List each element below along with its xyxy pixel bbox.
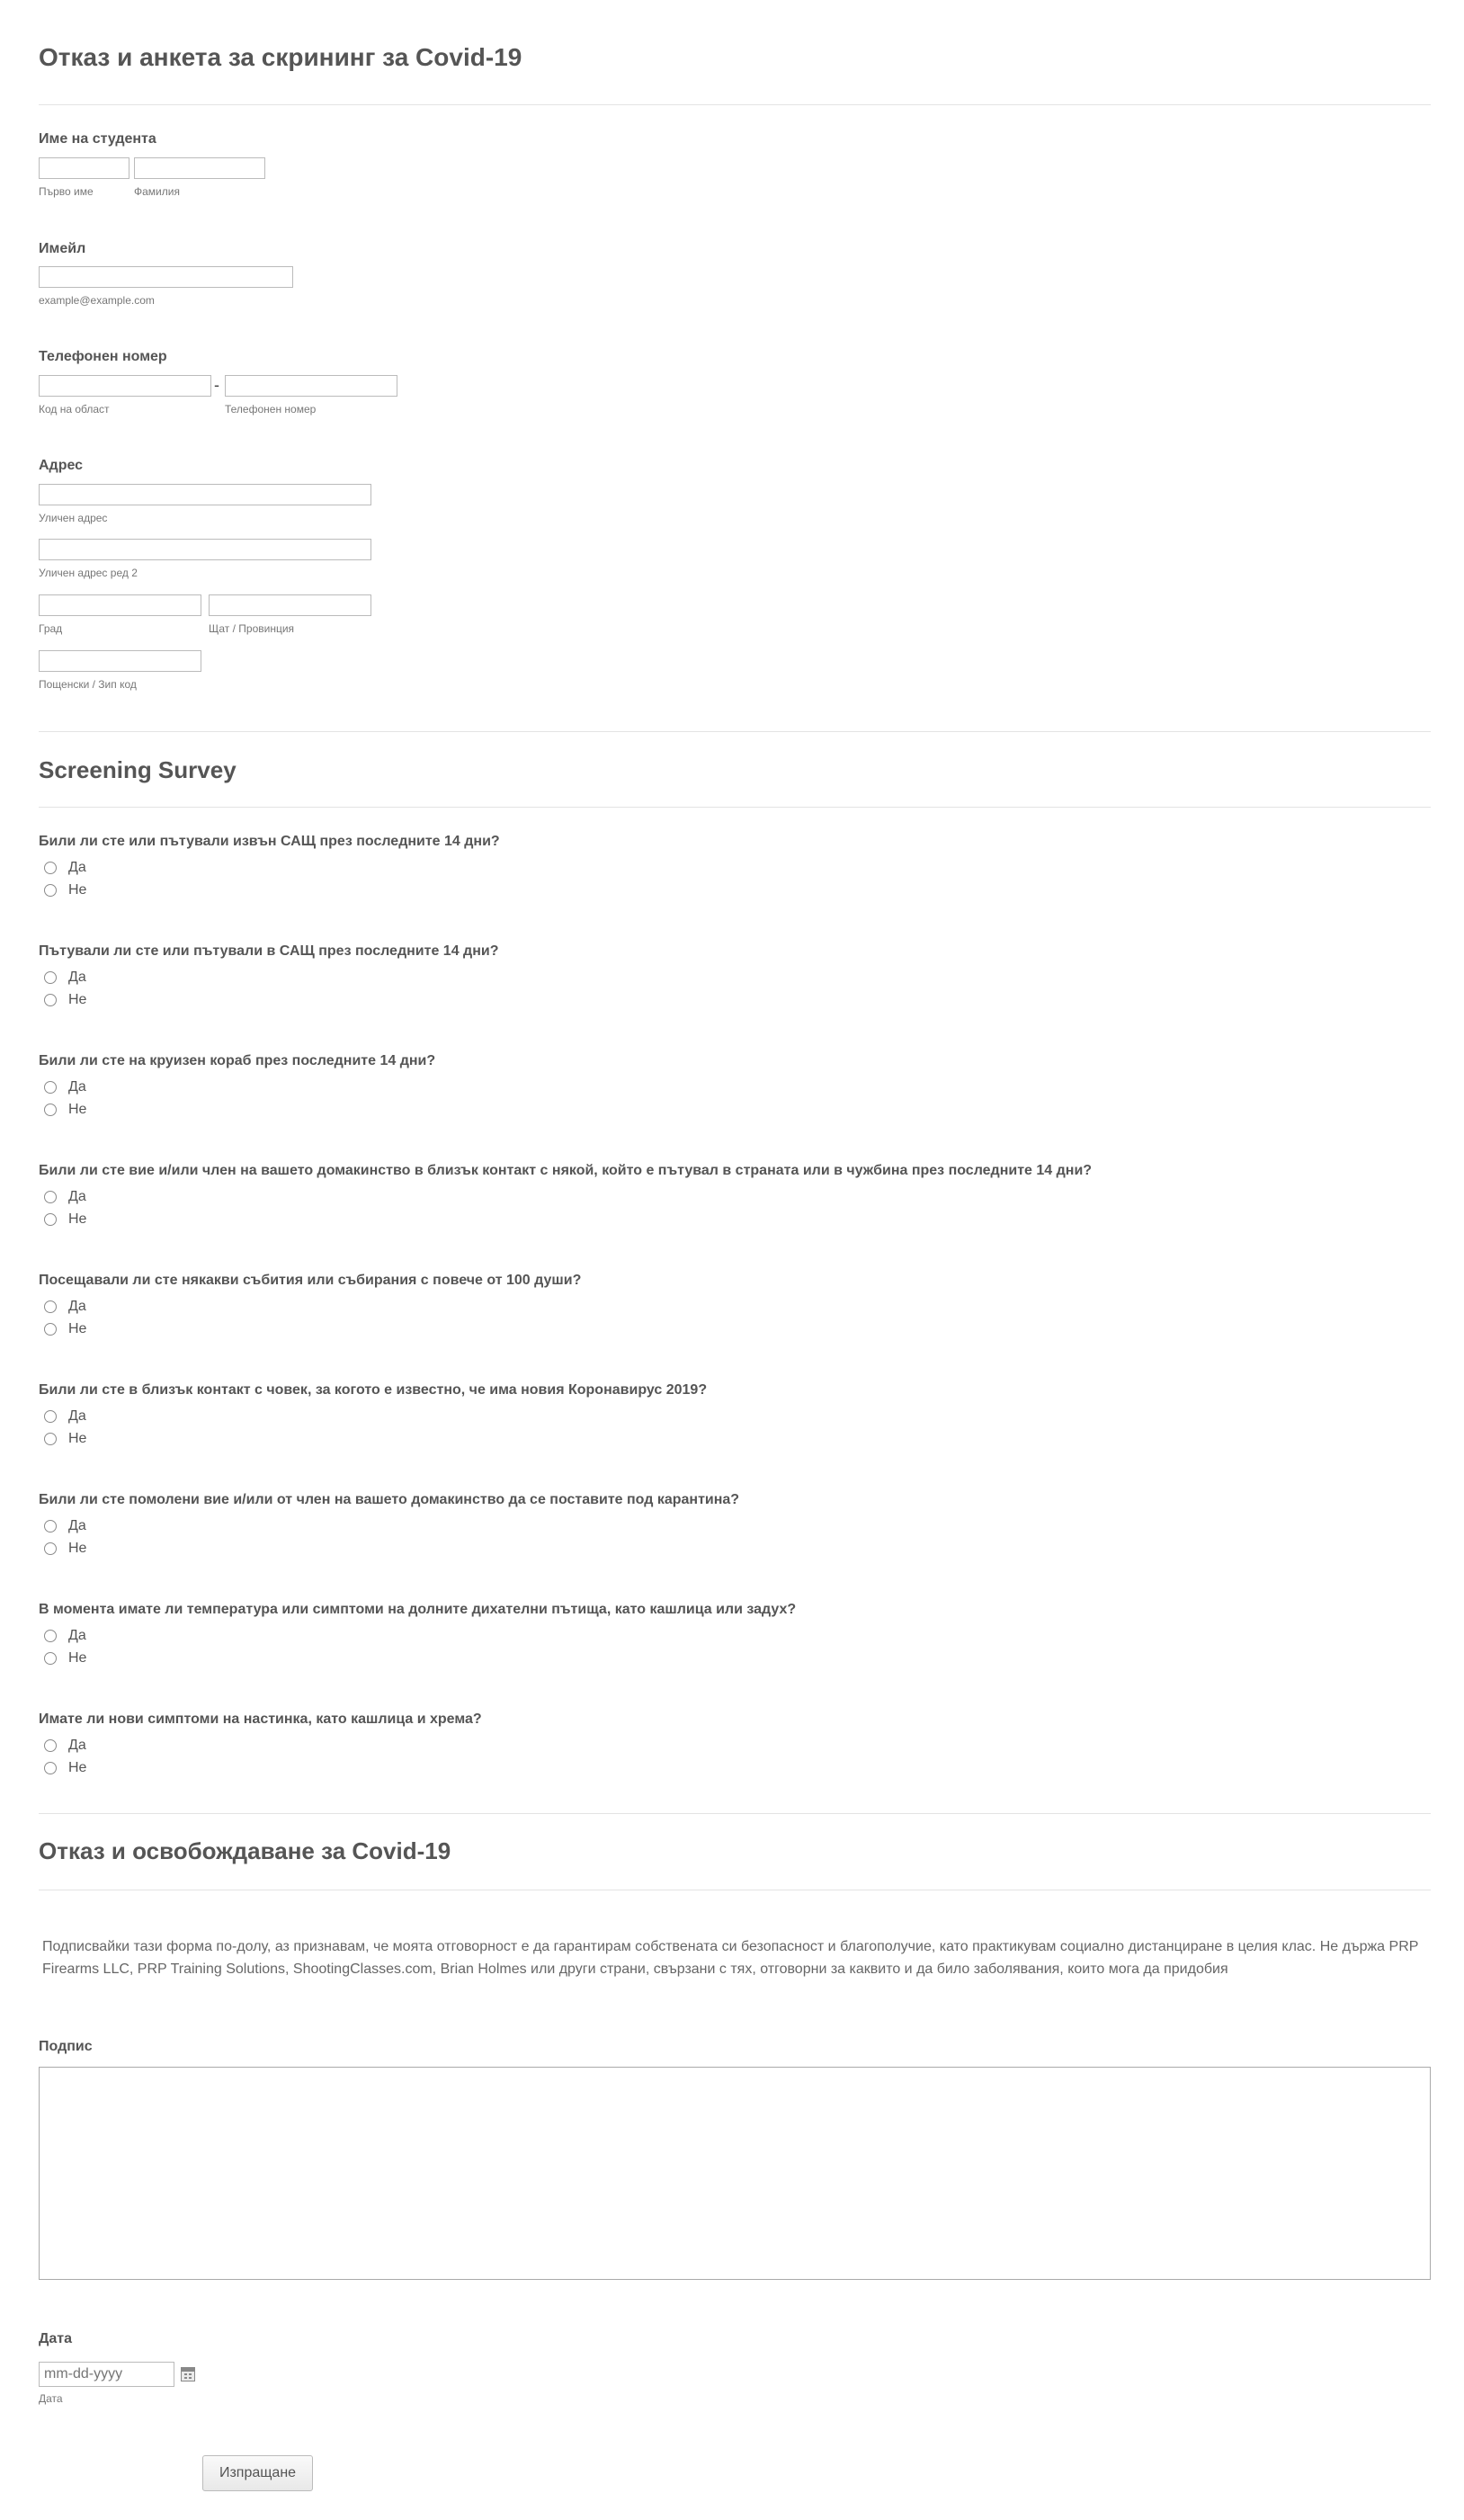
q-6-yes-option[interactable] (44, 1407, 86, 1425)
q-9-yes-option[interactable] (44, 1737, 86, 1755)
waiver-text: Подписвайки тази форма по-долу, аз признавам, че моята отговорност е да гарантирам собствената си безопасност и благополучие, като практикувам социално дистанциране в целия клас. Не държа PRP Firearms LLC, PRP Training Solutions, ShootingClasses.com, Brian Holmes или други страни, свързани с тях, отговорни за каквито и да било заболявания, които мога да придобия (42, 1939, 1419, 1977)
first-name-input[interactable] (39, 157, 129, 179)
option-label: Да (68, 970, 86, 985)
q-2-yes-option[interactable] (44, 969, 86, 987)
signature-pad[interactable] (39, 2067, 1431, 2280)
divider (39, 731, 1431, 732)
option-label: Да (68, 1628, 86, 1643)
radio-icon[interactable] (44, 884, 57, 897)
question-label: Били ли сте в близък контакт с човек, за когото е известно, че има новия Коронавирус 2019? (39, 1382, 708, 1398)
radio-icon[interactable] (44, 1542, 57, 1555)
state-sublabel: Щат / Провинция (209, 622, 295, 635)
radio-icon[interactable] (44, 1652, 57, 1665)
question-label: Били ли сте вие и/или член на вашето домакинство в близък контакт с някой, който е пътувал в страната или в чужбина през последните 14 дни? (39, 1163, 1093, 1178)
phone-number-sublabel: Телефонен номер (225, 403, 317, 416)
email-input[interactable] (39, 266, 293, 288)
q-3-yes-option[interactable] (44, 1078, 86, 1096)
calendar-icon[interactable] (181, 2367, 195, 2381)
option-label: Да (68, 1189, 86, 1204)
q-7-no-option[interactable] (44, 1540, 86, 1558)
option-label: Да (68, 1079, 86, 1095)
question-label: Имате ли нови симптоми на настинка, като кашлица и хрема? (39, 1711, 482, 1727)
waiver-title: Отказ и освобождаване за Covid-19 (39, 1837, 451, 1864)
q-2-no-option[interactable] (44, 991, 86, 1009)
phone-label: Телефонен номер (39, 349, 167, 364)
area-code-sublabel: Код на област (39, 403, 110, 416)
state-input[interactable] (209, 594, 371, 616)
q-1-yes-option[interactable] (44, 859, 86, 877)
option-label: Не (68, 882, 87, 898)
question-label: Посещавали ли сте някакви събития или събирания с повече от 100 души? (39, 1273, 582, 1288)
option-label: Не (68, 1760, 87, 1775)
radio-icon[interactable] (44, 1081, 57, 1094)
submit-button[interactable]: Изпращане (202, 2455, 313, 2491)
form-title: Отказ и анкета за скрининг за Covid-19 (39, 43, 522, 71)
option-label: Не (68, 992, 87, 1007)
divider (39, 807, 1431, 808)
radio-icon[interactable] (44, 1104, 57, 1116)
q-6-no-option[interactable] (44, 1430, 86, 1448)
option-label: Да (68, 860, 86, 875)
radio-icon[interactable] (44, 994, 57, 1006)
date-sublabel: Дата (39, 2392, 63, 2405)
zip-sublabel: Пощенски / Зип код (39, 678, 137, 691)
last-name-sublabel: Фамилия (134, 185, 180, 198)
date-input[interactable] (39, 2362, 174, 2387)
q-3-no-option[interactable] (44, 1101, 86, 1119)
q-1-no-option[interactable] (44, 881, 86, 899)
date-label: Дата (39, 2331, 73, 2346)
option-label: Не (68, 1541, 87, 1556)
radio-icon[interactable] (44, 1191, 57, 1203)
question-label: Били ли сте или пътували извън САЩ през последните 14 дни? (39, 834, 500, 849)
q-4-yes-option[interactable] (44, 1188, 86, 1206)
phone-separator: - (214, 376, 219, 394)
street-address-input[interactable] (39, 484, 371, 505)
q-4-no-option[interactable] (44, 1211, 86, 1229)
radio-icon[interactable] (44, 1300, 57, 1313)
radio-icon[interactable] (44, 1630, 57, 1642)
radio-icon[interactable] (44, 1739, 57, 1752)
email-label: Имейл (39, 241, 86, 256)
email-sublabel: example@example.com (39, 294, 155, 307)
q-8-yes-option[interactable] (44, 1627, 86, 1645)
option-label: Да (68, 1408, 86, 1424)
q-5-no-option[interactable] (44, 1320, 86, 1338)
option-label: Не (68, 1102, 87, 1117)
option-label: Не (68, 1650, 87, 1666)
street-address-sublabel: Уличен адрес (39, 512, 108, 524)
radio-icon[interactable] (44, 1520, 57, 1533)
question-label: Били ли сте на круизен кораб през последните 14 дни? (39, 1053, 436, 1068)
street-address-2-sublabel: Уличен адрес ред 2 (39, 567, 138, 579)
radio-icon[interactable] (44, 1323, 57, 1336)
option-label: Да (68, 1299, 86, 1314)
divider (39, 104, 1431, 105)
signature-label: Подпис (39, 2039, 93, 2054)
first-name-sublabel: Първо име (39, 185, 94, 198)
radio-icon[interactable] (44, 971, 57, 984)
radio-icon[interactable] (44, 1213, 57, 1226)
question-label: Пътували ли сте или пътували в САЩ през последните 14 дни? (39, 943, 499, 959)
radio-icon[interactable] (44, 1410, 57, 1423)
city-sublabel: Град (39, 622, 63, 635)
address-label: Адрес (39, 458, 84, 473)
phone-number-input[interactable] (225, 375, 397, 397)
option-label: Да (68, 1738, 86, 1753)
option-label: Да (68, 1518, 86, 1533)
radio-icon[interactable] (44, 1433, 57, 1445)
option-label: Не (68, 1321, 87, 1336)
q-5-yes-option[interactable] (44, 1298, 86, 1316)
zip-input[interactable] (39, 650, 201, 672)
q-8-no-option[interactable] (44, 1649, 86, 1667)
area-code-input[interactable] (39, 375, 211, 397)
q-7-yes-option[interactable] (44, 1517, 86, 1535)
q-9-no-option[interactable] (44, 1759, 86, 1777)
student-name-label: Име на студента (39, 131, 156, 147)
option-label: Не (68, 1211, 87, 1227)
survey-title: Screening Survey (39, 756, 237, 783)
divider (39, 1813, 1431, 1814)
option-label: Не (68, 1431, 87, 1446)
street-address-2-input[interactable] (39, 539, 371, 560)
question-label: Били ли сте помолени вие и/или от член на вашето домакинство да се поставите под карантина? (39, 1492, 740, 1507)
city-input[interactable] (39, 594, 201, 616)
radio-icon[interactable] (44, 862, 57, 874)
radio-icon[interactable] (44, 1762, 57, 1774)
last-name-input[interactable] (134, 157, 265, 179)
question-label: В момента имате ли температура или симптоми на долните дихателни пътища, като кашлица или задух? (39, 1602, 797, 1617)
